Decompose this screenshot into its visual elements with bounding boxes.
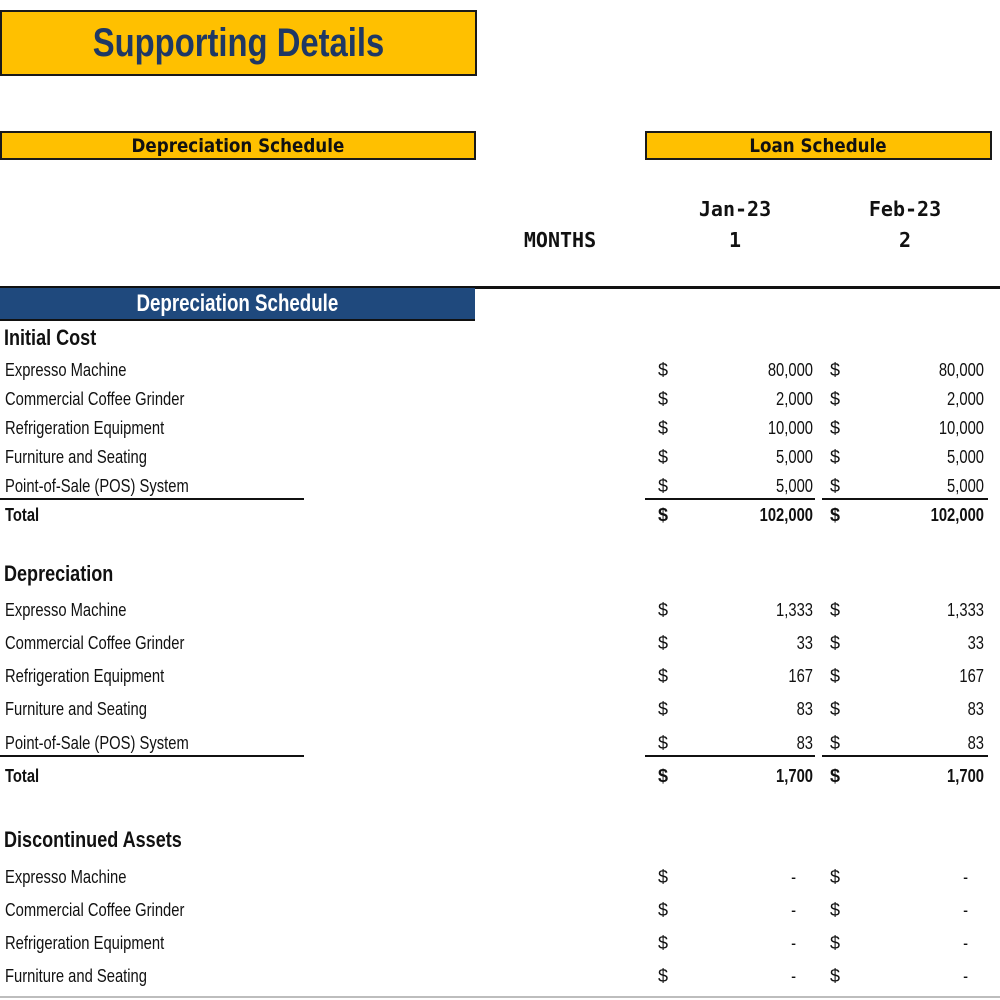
currency-symbol: $ [657,600,668,620]
subtotal-rule [645,498,815,500]
row-label: Commercial Coffee Grinder [5,389,185,409]
subtotal-rule [0,498,304,500]
cell-value: 5,000 [776,476,813,496]
currency-symbol: $ [829,766,840,786]
currency-symbol: $ [657,447,668,467]
month-index-1: 1 [728,228,742,252]
depreciation-schedule-button-label: Depreciation Schedule [131,134,345,157]
currency-symbol: $ [829,633,840,653]
loan-schedule-button-label: Loan Schedule [749,134,888,157]
section-title: Depreciation Schedule [136,289,339,317]
currency-symbol: $ [657,867,668,887]
page-title: Supporting Details [92,20,385,65]
cell-value: - [963,966,968,986]
row-label: Refrigeration Equipment [5,933,165,953]
group-title-depreciation: Depreciation [4,561,114,586]
currency-symbol: $ [829,389,840,409]
cell-value: 33 [967,633,984,653]
currency-symbol: $ [829,933,840,953]
month-header-1: Jan-23 [698,197,772,221]
currency-symbol: $ [657,389,668,409]
cell-value: 10,000 [767,418,813,438]
cell-value: - [963,867,968,887]
currency-symbol: $ [829,447,840,467]
cell-value: 83 [796,733,813,753]
currency-symbol: $ [829,867,840,887]
cell-value: - [791,867,796,887]
row-label: Furniture and Seating [5,966,147,986]
currency-symbol: $ [829,600,840,620]
month-header-2: Feb-23 [868,197,942,221]
cell-value: - [963,900,968,920]
cell-value: 5,000 [776,447,813,467]
subtotal-rule [822,498,988,500]
row-label: Refrigeration Equipment [5,418,165,438]
total-label: Total [5,505,40,525]
row-label: Commercial Coffee Grinder [5,633,185,653]
subtotal-rule [822,755,988,757]
currency-symbol: $ [657,360,668,380]
row-label: Point-of-Sale (POS) System [5,476,189,496]
month-index-2: 2 [898,228,912,252]
cell-value: 1,333 [776,600,813,620]
cell-value: 1,333 [947,600,984,620]
row-label: Expresso Machine [5,600,127,620]
cell-value: 80,000 [767,360,813,380]
cell-value: - [963,933,968,953]
loan-schedule-button[interactable] [645,131,992,160]
subtotal-rule [645,755,815,757]
cell-value: 167 [788,666,813,686]
cell-value: - [791,966,796,986]
depreciation-schedule-button[interactable] [0,131,476,160]
cell-value: - [791,900,796,920]
cell-value: 83 [967,699,984,719]
subtotal-rule [0,755,304,757]
total-value: 102,000 [759,505,813,525]
cell-value: 83 [967,733,984,753]
total-value: 102,000 [930,505,984,525]
cell-value: 5,000 [947,476,984,496]
currency-symbol: $ [657,505,668,525]
currency-symbol: $ [657,699,668,719]
row-label: Expresso Machine [5,867,127,887]
row-label: Point-of-Sale (POS) System [5,733,189,753]
row-label: Furniture and Seating [5,447,147,467]
cell-value: 2,000 [947,389,984,409]
group-title-initial-cost: Initial Cost [4,325,97,350]
currency-symbol: $ [829,699,840,719]
total-value: 1,700 [947,766,984,786]
currency-symbol: $ [657,476,668,496]
cell-value: 2,000 [776,389,813,409]
currency-symbol: $ [657,418,668,438]
currency-symbol: $ [657,666,668,686]
currency-symbol: $ [657,900,668,920]
currency-symbol: $ [829,476,840,496]
cell-value: - [791,933,796,953]
group-title-discontinued-assets: Discontinued Assets [4,827,182,852]
row-label: Commercial Coffee Grinder [5,900,185,920]
cell-value: 80,000 [938,360,984,380]
currency-symbol: $ [657,633,668,653]
cell-value: 10,000 [938,418,984,438]
currency-symbol: $ [657,966,668,986]
cell-value: 5,000 [947,447,984,467]
currency-symbol: $ [829,360,840,380]
total-value: 1,700 [776,766,813,786]
currency-symbol: $ [657,766,668,786]
total-label: Total [5,766,40,786]
row-label: Expresso Machine [5,360,127,380]
currency-symbol: $ [829,418,840,438]
currency-symbol: $ [829,505,840,525]
months-label: MONTHS [523,228,597,252]
currency-symbol: $ [829,733,840,753]
bottom-rule [0,996,1000,998]
currency-symbol: $ [657,933,668,953]
row-label: Furniture and Seating [5,699,147,719]
currency-symbol: $ [657,733,668,753]
section-header [0,288,475,321]
currency-symbol: $ [829,666,840,686]
cell-value: 33 [796,633,813,653]
cell-value: 167 [959,666,984,686]
currency-symbol: $ [829,900,840,920]
row-label: Refrigeration Equipment [5,666,165,686]
cell-value: 83 [796,699,813,719]
currency-symbol: $ [829,966,840,986]
